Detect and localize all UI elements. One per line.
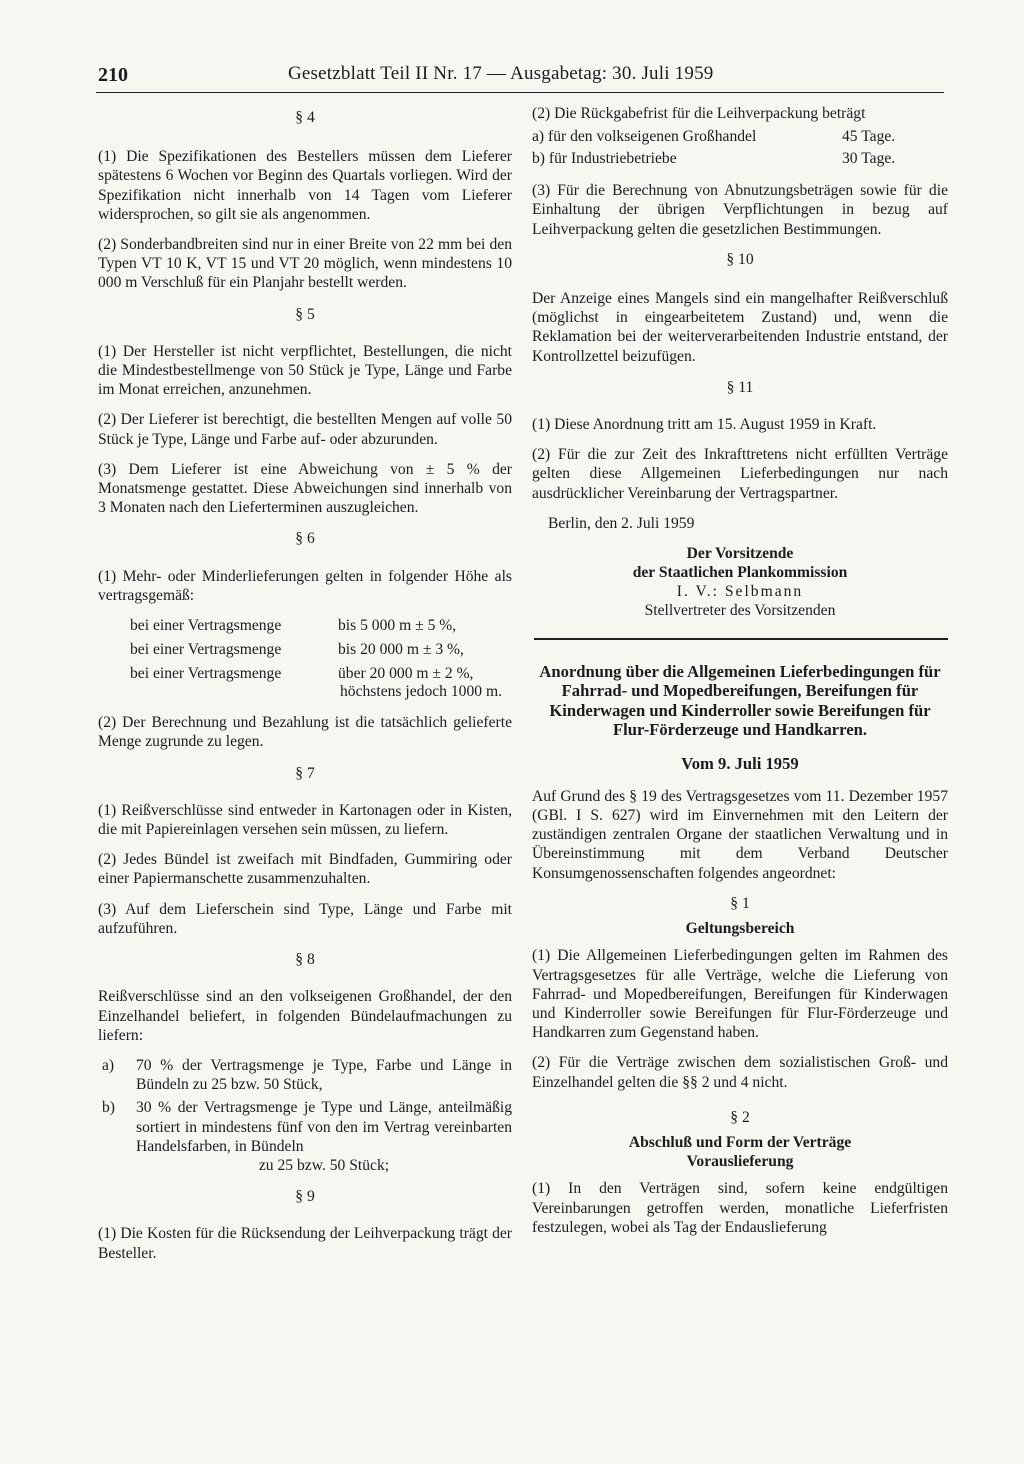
row-label: bei einer Vertragsmenge (130, 617, 282, 635)
paragraph: (2) Für die zur Zeit des Inkrafttretens nicht erfüllten Verträge gelten diese Allgemeinen Lieferbedingungen nur nach ausdrücklicher Vereinbarung der Vertragspartner. (532, 446, 948, 502)
row-continuation: höchstens jedoch 1000 m. (340, 683, 502, 701)
paragraph: (1) Mehr- oder Minderlieferungen gelten in folgender Höhe als vertragsgemäß: (98, 567, 512, 604)
row-label: a) für den volkseigenen Großhandel (532, 128, 757, 146)
page-number: 210 (98, 64, 128, 86)
row-value: über 20 000 m ± 2 %, (338, 665, 474, 683)
paragraph: (2) Die Rückgabefrist für die Leihverpackung beträgt (532, 105, 866, 122)
section-heading: § 8 (295, 951, 315, 969)
section-heading: § 2 (730, 1108, 750, 1126)
section-subheading (532, 1133, 948, 1171)
list-key: a) (102, 1056, 115, 1074)
signature-line: der Staatlichen Plankommission (632, 564, 848, 582)
regulation-title: Anordnung über die Allgemeinen Lieferbedingungen für Fahrrad- und Mopedbereifungen, Bereifungen für Kinderwagen und Kinderroller sowie Bereifungen für Flur-Förderzeuge und Handkarren. (539, 662, 941, 740)
subheading-line: Vorauslieferung (686, 1153, 794, 1171)
table-row (98, 640, 512, 664)
paragraph: (1) Der Hersteller ist nicht verpflichtet, Bestellungen, die nicht die Mindestbestellmenge von 50 Stück je Type, Länge und Farbe im Monat erreichen, anzunehmen. (98, 342, 512, 399)
subheading-line: Abschluß und Form der Verträge (628, 1133, 852, 1151)
left-column (98, 104, 512, 1274)
bundle-list (98, 1056, 512, 1175)
paragraph: (1) Diese Anordnung tritt am 15. August 1959 in Kraft. (532, 416, 877, 434)
paragraph: (1) Reißverschlüsse sind entweder in Kartonagen oder in Kisten, die mit Papiereinlagen versehen sein müssen, zu liefern. (98, 801, 512, 839)
header-title: Gesetzblatt Teil II Nr. 17 — Ausgabetag: 30. Juli 1959 (288, 63, 714, 84)
paragraph: (1) In den Verträgen sind, sofern keine endgültigen Vereinbarungen getroffen werden, monatliche Lieferfristen festzulegen, wobei als Tag der Endauslieferung (532, 1180, 948, 1236)
section-heading: § 5 (295, 305, 315, 323)
row-label: b) für Industriebetriebe (532, 150, 677, 168)
page-header (96, 62, 944, 93)
paragraph: (2) Sonderbandbreiten sind nur in einer Breite von 22 mm bei den Typen VT 10 K, VT 15 und VT 20 möglich, wenn mindestens 10 000 m Verschluß für ein Planjahr bestellt werden. (98, 236, 512, 292)
signature-line: Der Vorsitzende (686, 545, 794, 563)
paragraph: Reißverschlüsse sind an den volkseigenen Großhandel, der den Einzelhandel beliefert, in folgenden Bündelaufmachungen zu liefern: (98, 988, 512, 1044)
paragraph: (1) Die Spezifikationen des Bestellers müssen dem Lieferer spätestens 6 Wochen vor Beginn des Quartals vorliegen. Wird der Spezifikation nicht innerhalb von 14 Tagen vom Lieferer widersprochen, so gilt sie als angenommen. (98, 148, 512, 223)
list-text: 30 % der Vertragsmenge je Type und Länge, anteilmäßig sortiert in mindestens fünf von den im Vertrag vereinbarten Handelsfarben, in Bündeln (136, 1099, 512, 1155)
row-value: bis 20 000 m ± 3 %, (338, 641, 464, 659)
row-value: 45 Tage. (842, 128, 896, 146)
paragraph: (3) Dem Lieferer ist eine Abweichung von ± 5 % der Monatsmenge gestattet. Diese Abweichungen sind innerhalb von 3 Monaten nach den Lieferterminen auszugleichen. (98, 460, 512, 517)
section-heading: § 9 (295, 1188, 315, 1206)
paragraph: (2) Für die Verträge zwischen dem sozialistischen Groß- und Einzelhandel gelten die §§ 2 und 4 nicht. (532, 1054, 948, 1091)
paragraph: (2) Jedes Bündel ist zweifach mit Bindfaden, Gummiring oder einer Papiermanschette zusammenzuhalten. (98, 851, 512, 888)
list-key: b) (102, 1099, 115, 1117)
paragraph: (3) Für die Berechnung von Abnutzungsbeträgen sowie für die Einhaltung der übrigen Verpflichtungen in bezug auf Leihverpackung gelten die gesetzlichen Bestimmungen. (532, 182, 948, 238)
row-label: bei einer Vertragsmenge (130, 641, 282, 659)
list-text: 70 % der Vertragsmenge je Type, Farbe und Länge in Bündeln zu 25 bzw. 50 Stück, (136, 1056, 512, 1094)
list-body (136, 1098, 512, 1175)
section-heading: § 1 (730, 894, 750, 912)
section-subheading (532, 919, 948, 938)
row-value: bis 5 000 m ± 5 %, (338, 617, 457, 635)
section-heading: § 6 (295, 530, 315, 548)
quantity-table (98, 616, 512, 701)
paragraph: Auf Grund des § 19 des Vertragsgesetzes vom 11. Dezember 1957 (GBl. I S. 627) wird im Einvernehmen mit den Leitern der zuständigen zentralen Organe der staatlichen Verwaltung und in Übereinstimmung mit dem Verband Deutscher Konsumgenossenschaften folgendes angeordnet: (532, 787, 948, 882)
subheading-line: Geltungsbereich (685, 920, 795, 938)
place-date: Berlin, den 2. Juli 1959 (548, 514, 695, 532)
right-column (532, 104, 948, 1248)
section-heading: § 11 (726, 378, 754, 396)
deadline-table (532, 127, 948, 171)
signature-name: I. V.: Selbmann (676, 583, 804, 601)
row-label: bei einer Vertragsmenge (130, 665, 282, 683)
section-heading: § 10 (726, 250, 754, 268)
section-heading: § 4 (295, 109, 315, 126)
divider (534, 638, 948, 640)
section-heading: § 7 (295, 764, 315, 782)
table-row (532, 149, 948, 171)
table-row (98, 616, 512, 640)
row-value: 30 Tage. (842, 150, 896, 168)
paragraph: Der Anzeige eines Mangels sind ein mangelhafter Reißverschluß (möglichst in eingearbeitetem Zustand) und, wenn die Reklamation bei der weiterverarbeitenden Industrie entstand, der Kontrollzettel beizufügen. (532, 290, 948, 365)
signature-block (532, 544, 948, 620)
list-item (98, 1098, 512, 1175)
paragraph: (2) Der Lieferer ist berechtigt, die bestellten Mengen auf volle 50 Stück je Type, Länge und Farbe auf- oder abzurunden. (98, 411, 512, 448)
paragraph: (1) Die Kosten für die Rücksendung der Leihverpackung trägt der Besteller. (98, 1225, 512, 1262)
regulation-date: Vom 9. Juli 1959 (681, 753, 799, 773)
paragraph: (1) Die Allgemeinen Lieferbedingungen gelten im Rahmen des Vertragsgesetzes für alle Verträge, welche die Lieferung von Fahrrad- und Mopedbereifungen, Bereifungen für Kinderwagen und Kinderroller sowie Bereifungen für Flur-Förderzeuge und Handkarren zum Gegenstand haben. (532, 947, 948, 1042)
paragraph: (3) Auf dem Lieferschein sind Type, Länge und Farbe mit aufzuführen. (98, 900, 512, 937)
list-text-end: zu 25 bzw. 50 Stück; (258, 1156, 390, 1174)
list-item (98, 1056, 512, 1094)
table-row (532, 127, 948, 149)
paragraph: (2) Der Berechnung und Bezahlung ist die tatsächlich gelieferte Menge zugrunde zu legen. (98, 714, 512, 751)
signature-role: Stellvertreter des Vorsitzenden (644, 602, 836, 620)
